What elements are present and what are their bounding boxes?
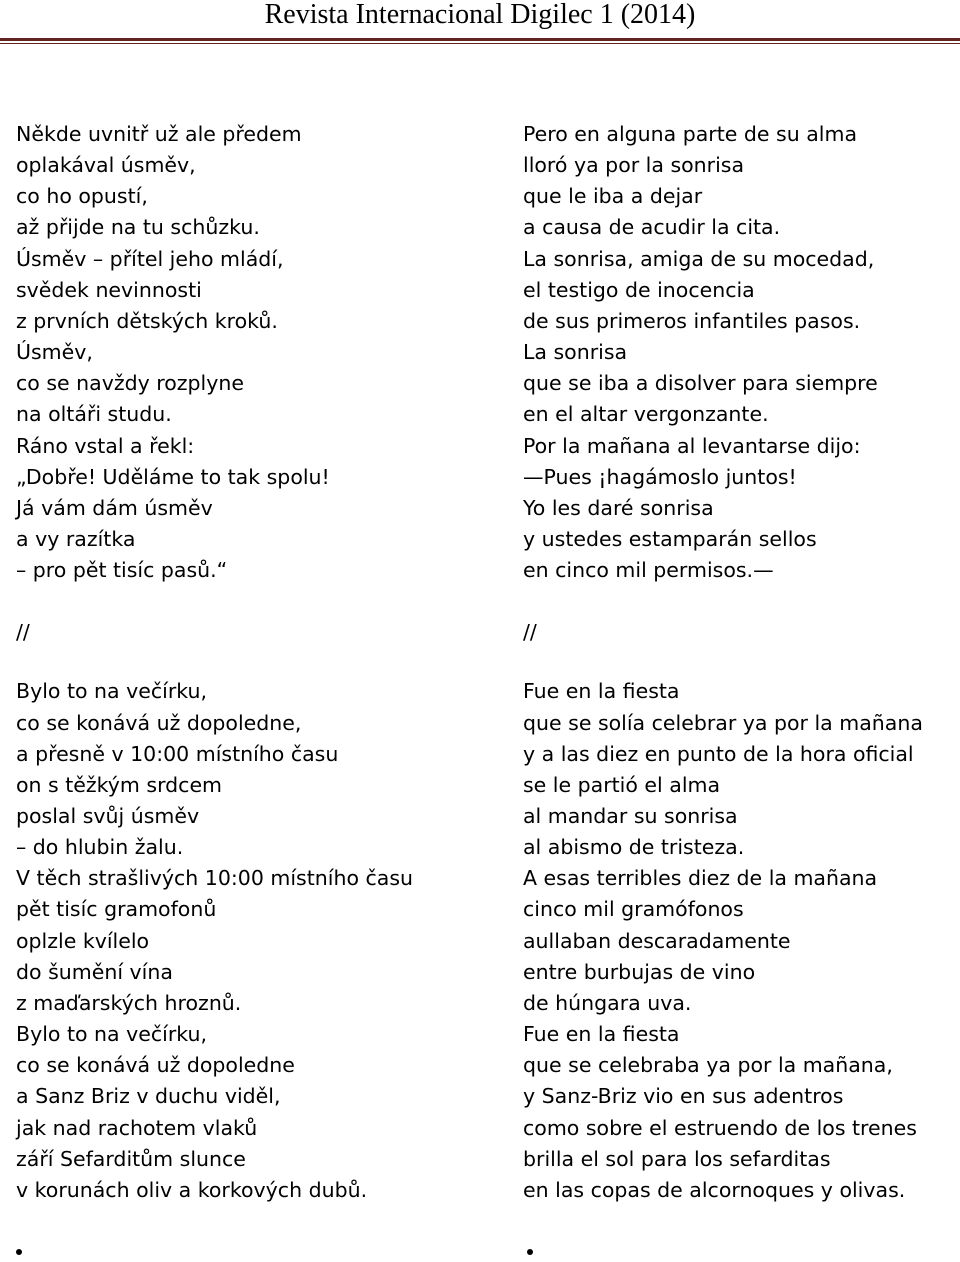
- czech-stanza1-line: Úsměv,: [16, 340, 93, 365]
- czech-stanza2-line: do šumění vína: [16, 959, 173, 984]
- spanish-stanza2-line: cinco mil gramófonos: [523, 897, 744, 922]
- spanish-stanza1-line: que le iba a dejar: [523, 184, 703, 209]
- bullet-left: [16, 1249, 22, 1255]
- header-rule-thin: [0, 43, 960, 44]
- czech-stanza2-line: V těch strašlivých 10:00 místního času: [16, 866, 414, 891]
- czech-stanza2-line: z maďarských hroznů.: [16, 990, 242, 1015]
- czech-stanza1-line: z prvních dětských kroků.: [16, 308, 278, 333]
- czech-stanza2-line: v korunách oliv a korkových dubů.: [16, 1177, 368, 1202]
- czech-stanza1-line: Ráno vstal a řekl:: [16, 433, 195, 458]
- spanish-stanza2-line: como sobre el estruendo de los trenes: [523, 1115, 917, 1140]
- czech-stanza1-line: a vy razítka: [16, 526, 136, 551]
- spanish-stanza2-line: brilla el sol para los sefarditas: [523, 1146, 831, 1171]
- czech-stanza2-line: a přesně v 10:00 místního času: [16, 741, 339, 766]
- czech-stanza1-line: na oltáři studu.: [16, 402, 172, 427]
- czech-stanza2-line: co se konává už dopoledne,: [16, 710, 302, 735]
- czech-stanza2-line: poslal svůj úsměv: [16, 804, 200, 828]
- bullet-right: [527, 1249, 533, 1255]
- journal-header-title: Revista Internacional Digilec 1 (2014): [264, 0, 696, 30]
- czech-stanza1-line: co se navždy rozplyne: [16, 371, 244, 396]
- spanish-stanza1-line: lloró ya por la sonrisa: [523, 153, 745, 178]
- czech-stanza1-line: – pro pět tisíc pasů.“: [16, 558, 228, 583]
- czech-stanza1-line: co ho opustí,: [16, 184, 148, 209]
- spanish-stanza1-line: que se iba a disolver para siempre: [523, 371, 878, 396]
- spanish-stanza2-line: que se solía celebrar ya por la mañana: [523, 710, 923, 735]
- spanish-stanza2-line: que se celebraba ya por la mañana,: [523, 1053, 893, 1078]
- spanish-stanza1-line: Pero en alguna parte de su alma: [523, 122, 858, 146]
- spanish-stanza2-line: y Sanz-Briz vio en sus adentros: [523, 1084, 844, 1109]
- czech-stanza-separator: //: [16, 620, 30, 645]
- czech-stanza2-line: – do hlubin žalu.: [16, 835, 184, 860]
- czech-stanza2-line: co se konává už dopoledne: [16, 1053, 295, 1078]
- spanish-stanza1-line: —Pues ¡hagámoslo juntos!: [523, 464, 797, 489]
- spanish-stanza1-line: La sonrisa, amiga de su mocedad,: [523, 246, 875, 271]
- spanish-stanza2-line: aullaban descaradamente: [523, 928, 791, 953]
- czech-stanza1-line: až přijde na tu schůzku.: [16, 215, 260, 240]
- spanish-stanza2-line: de húngara uva.: [523, 990, 692, 1015]
- czech-stanza2-line: Bylo to na večírku,: [16, 1022, 208, 1047]
- czech-stanza2-line: Bylo to na večírku,: [16, 679, 208, 704]
- spanish-stanza2-line: en las copas de alcornoques y olivas.: [523, 1177, 906, 1202]
- spanish-stanza2-line: y a las diez en punto de la hora oficial: [523, 741, 914, 766]
- header-rule-thick: [0, 38, 960, 41]
- spanish-stanza2-line: Fue en la fiesta: [523, 679, 680, 704]
- spanish-stanza1-line: de sus primeros infantiles pasos.: [523, 308, 861, 333]
- spanish-stanza2-line: al abismo de tristeza.: [523, 835, 745, 860]
- czech-stanza1-line: svědek nevinnosti: [16, 277, 202, 302]
- spanish-stanza1-line: el testigo de inocencia: [523, 277, 755, 302]
- spanish-stanza1-line: y ustedes estamparán sellos: [523, 526, 817, 551]
- czech-stanza2-line: on s těžkým srdcem: [16, 772, 223, 797]
- spanish-stanza-separator: //: [523, 620, 537, 645]
- czech-stanza2-line: jak nad rachotem vlaků: [16, 1115, 258, 1140]
- czech-stanza1-line: oplakával úsměv,: [16, 153, 196, 178]
- spanish-stanza2-line: entre burbujas de vino: [523, 959, 756, 984]
- spanish-stanza2-line: Fue en la fiesta: [523, 1022, 680, 1047]
- spanish-stanza1-line: Yo les daré sonrisa: [523, 495, 714, 520]
- spanish-stanza2-line: al mandar su sonrisa: [523, 804, 738, 828]
- spanish-stanza2-line: se le partió el alma: [523, 772, 721, 797]
- spanish-stanza2-line: A esas terribles diez de la mañana: [523, 866, 878, 891]
- czech-stanza1-line: Já vám dám úsměv: [16, 495, 213, 520]
- spanish-stanza1-line: Por la mañana al levantarse dijo:: [523, 433, 861, 458]
- spanish-stanza1-line: La sonrisa: [523, 340, 628, 365]
- czech-stanza2-line: a Sanz Briz v duchu viděl,: [16, 1084, 281, 1109]
- czech-stanza2-line: oplzle kvílelo: [16, 928, 150, 953]
- czech-stanza2-line: pět tisíc gramofonů: [16, 897, 217, 922]
- spanish-stanza1-line: en el altar vergonzante.: [523, 402, 769, 427]
- czech-stanza1-line: „Dobře! Uděláme to tak spolu!: [16, 464, 330, 489]
- czech-stanza1-line: Někde uvnitř už ale předem: [16, 122, 302, 146]
- spanish-stanza1-line: en cinco mil permisos.—: [523, 558, 774, 583]
- spanish-stanza1-line: a causa de acudir la cita.: [523, 215, 781, 240]
- czech-stanza2-line: září Sefarditům slunce: [16, 1146, 246, 1171]
- czech-stanza1-line: Úsměv – přítel jeho mládí,: [16, 246, 284, 271]
